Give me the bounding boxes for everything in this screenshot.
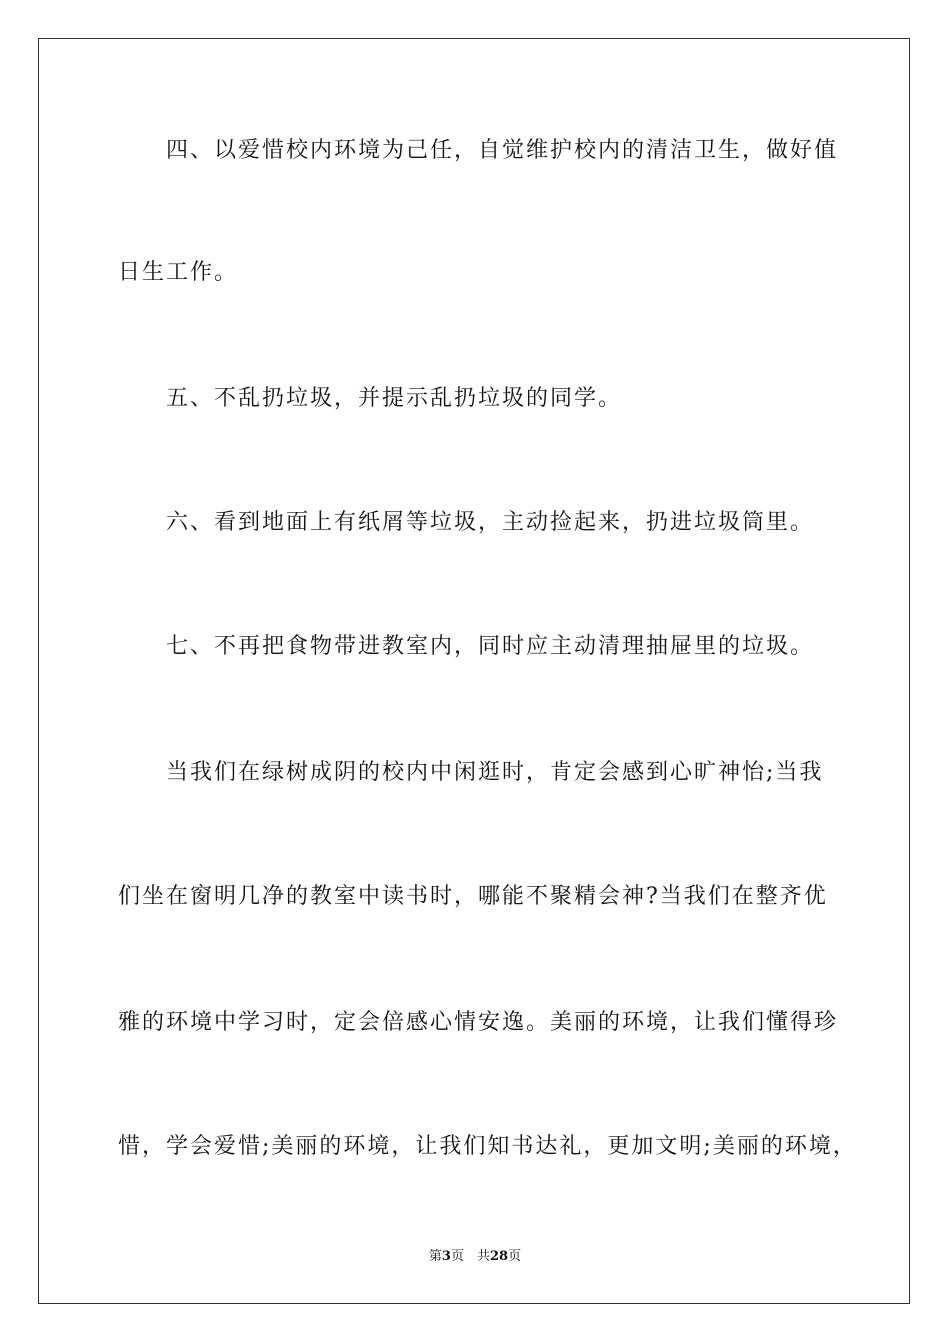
- footer-suffix: 页: [508, 1249, 522, 1264]
- page-footer: [0, 1248, 950, 1266]
- text-line: 们坐在窗明几净的教室中读书时，哪能不聚精会神?当我们在整齐优: [118, 884, 828, 909]
- current-page-number: 3: [441, 1249, 451, 1264]
- text-line: 当我们在绿树成阴的校内中闲逛时，肯定会感到心旷神怡;当我: [166, 760, 824, 785]
- total-page-number: 28: [489, 1249, 509, 1264]
- text-line: 六、看到地面上有纸屑等垃圾，主动捡起来，扔进垃圾筒里。: [166, 510, 815, 535]
- text-line: 四、以爱惜校内环境为己任，自觉维护校内的清洁卫生，做好值: [166, 138, 839, 163]
- footer-mid: 页 共: [450, 1249, 490, 1264]
- text-line: 五、不乱扔垃圾，并提示乱扔垃圾的同学。: [166, 386, 623, 411]
- text-line: 雅的环境中学习时，定会倍感心情安逸。美丽的环境，让我们懂得珍: [118, 1010, 839, 1035]
- footer-prefix: 第: [428, 1249, 442, 1264]
- text-line: 日生工作。: [118, 260, 239, 285]
- page-frame: [38, 38, 910, 1304]
- text-line: 惜，学会爱惜;美丽的环境，让我们知书达礼，更加文明;美丽的环境，: [118, 1134, 857, 1159]
- text-line: 七、不再把食物带进教室内，同时应主动清理抽屉里的垃圾。: [166, 634, 815, 659]
